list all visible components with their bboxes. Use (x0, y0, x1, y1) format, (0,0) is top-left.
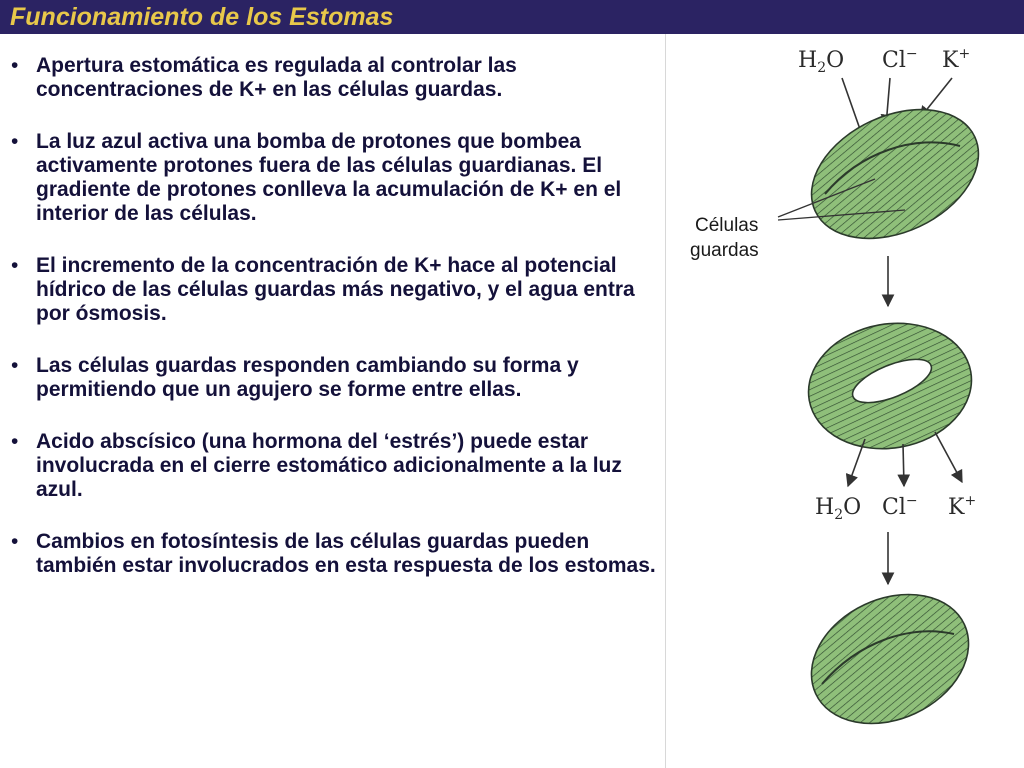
guard-cells-label-line2: guardas (690, 240, 759, 261)
bullet-item (0, 354, 670, 402)
stomata-diagram (670, 34, 1024, 768)
bullet-text: El incremento de la concentración de K+ hace al potencial hídrico de las células guardas más negativo, y el agua entra por ósmosis. (36, 254, 635, 325)
guard-cells-label-line1: Células (695, 215, 759, 236)
bullet-item (0, 530, 670, 578)
ion-label-chloride-out: Cl− (882, 493, 918, 520)
bullet-dot: • (11, 430, 19, 453)
slide-title: Funcionamiento de los Estomas (10, 3, 394, 31)
guard-cells-closed-top (791, 84, 1000, 264)
guard-cells-open-middle (798, 311, 981, 462)
bullet-dot: • (11, 54, 19, 77)
ion-label-water-out: $H_2O$ (815, 495, 862, 523)
guard-cells-closed-bottom (790, 570, 989, 748)
bullet-list (0, 54, 670, 606)
ion-label-water-in: $H_2O$ (798, 48, 845, 76)
bullet-text: Apertura estomática es regulada al controlar las concentraciones de K+ en las células guardas. (36, 54, 517, 101)
ion-label-chloride-in: Cl− (882, 46, 918, 73)
bullet-dot: • (11, 254, 19, 277)
ion-label-potassium-out: K+ (948, 493, 977, 520)
ion-label-potassium-in: K+ (942, 46, 971, 73)
title-bar (0, 0, 1024, 34)
bullet-item (0, 54, 670, 102)
bullet-item (0, 430, 670, 502)
bullet-text: La luz azul activa una bomba de protones que bombea activamente protones fuera de las células guardianas. El gradiente de protones conlleva la acumulación de K+ en el interior de las células. (36, 130, 622, 225)
bullet-text: Acido abscísico (una hormona del ‘estrés’) puede estar involucrada en el cierre estomático adicionalmente a la luz azul. (36, 430, 622, 501)
arrow-chloride-out (903, 444, 904, 486)
bullet-dot: • (11, 130, 19, 153)
bullet-dot: • (11, 530, 19, 553)
arrow-potassium-out (935, 432, 962, 482)
bullet-item (0, 130, 670, 226)
bullet-text: Las células guardas responden cambiando su forma y permitiendo que un agujero se forme entre ellas. (36, 354, 579, 401)
bullet-item (0, 254, 670, 326)
bullet-dot: • (11, 354, 19, 377)
bullet-text: Cambios en fotosíntesis de las células guardas pueden también estar involucrados en esta respuesta de los estomas. (36, 530, 656, 577)
